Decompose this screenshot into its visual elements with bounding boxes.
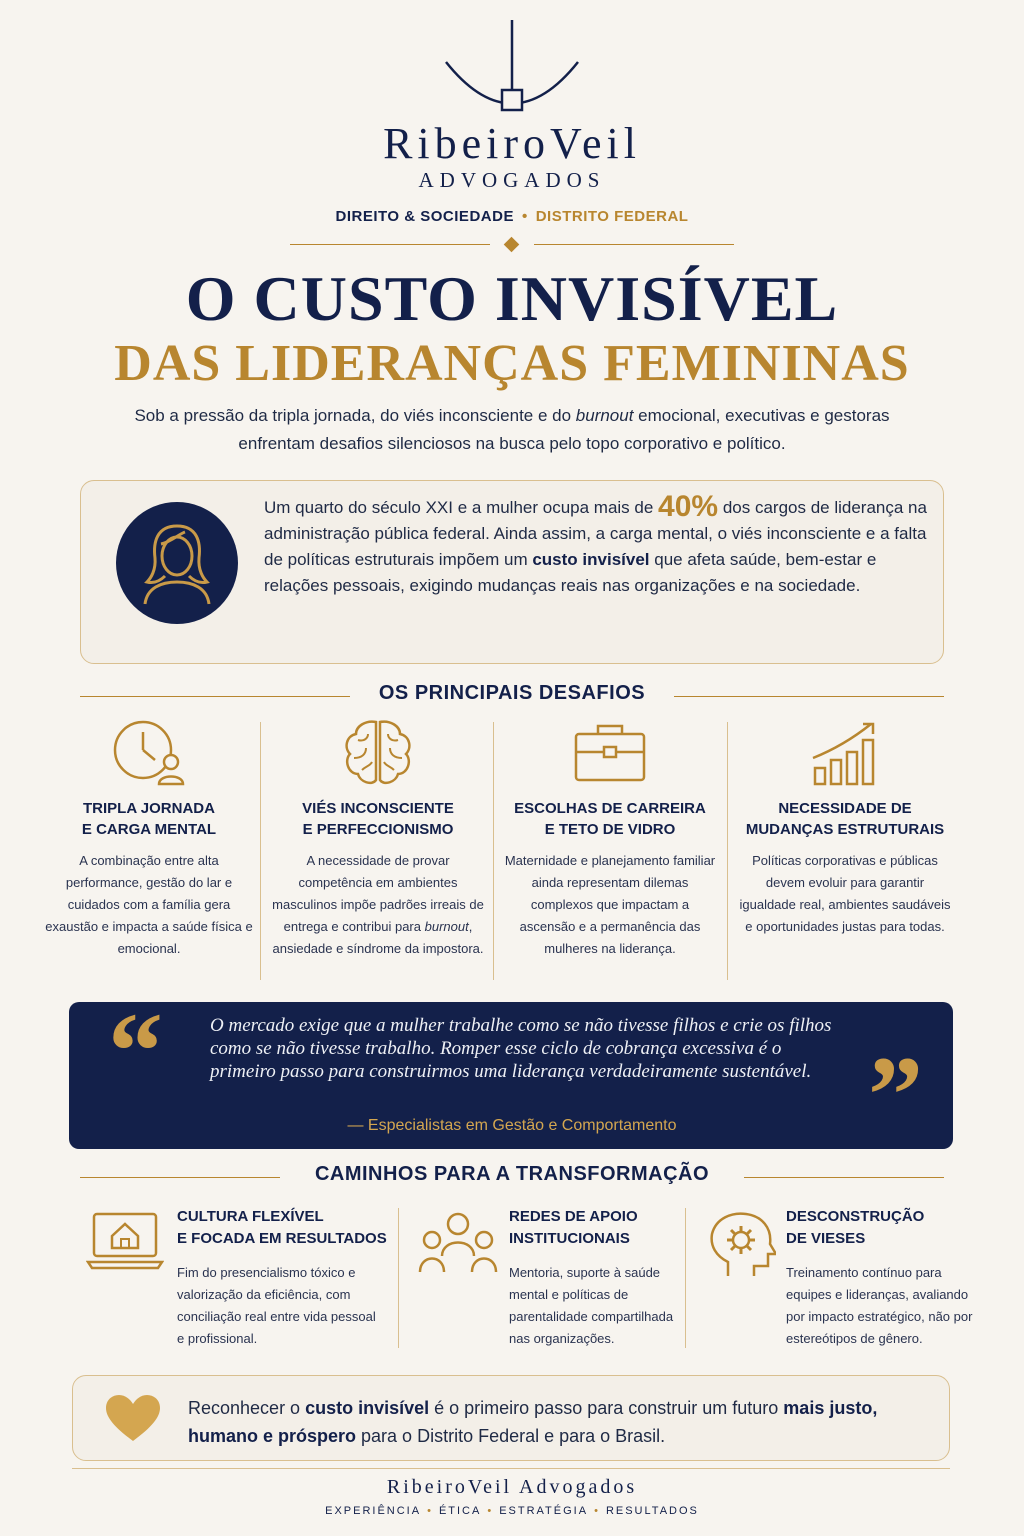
laptop-home-icon [86,1210,164,1274]
highlight-text: Um quarto do século XXI e a mulher ocupa mais de 40% dos cargos de liderança na administração pública federal. Ainda assim, a carga mental, o viés inconsciente e a falta de políticas estruturais impõem um custo invisível que afeta saúde, bem-estar e relações pessoais, exigindo mudanças reais nas organizações e na sociedade. [264,490,927,595]
highlight-percent: 40% [658,490,719,523]
path-title-1: CULTURA FLEXÍVEL E FOCADA EM RESULTADOS [177,1208,387,1247]
challenge-card [262,718,494,983]
logo-mark-icon [442,20,582,115]
brand-name: RibeiroVeil [383,119,641,168]
challenge-text-2: A necessidade de provar competência em ambientes masculinos impõe padrões irreais de entrega e contribui para burnout, ansiedade e síndrome da impostora. [272,853,484,956]
path-text-2: Mentoria, suporte à saúde mental e políticas de parentalidade compartilhada nas organizações. [509,1265,674,1346]
challenge-title-4: NECESSIDADE DE MUDANÇAS ESTRUTURAIS [745,800,945,838]
briefcase-icon [570,718,650,788]
tagline-right: DISTRITO FEDERAL [535,208,689,225]
footer-divider [72,1468,950,1469]
path-title-3: DESCONSTRUÇÃO DE VIESES [786,1208,925,1247]
challenge-card [729,718,961,983]
brain-icon [338,718,418,788]
paths-header: CAMINHOS PARA A TRANSFORMAÇÃO [80,1163,944,1193]
clock-person-icon [109,718,189,788]
path-text-1: Fim do presencialismo tóxico e valorização da eficiência, com conciliação real entre vida pessoal e profissional. [177,1265,376,1346]
footer-values: EXPERIÊNCIA • ÉTICA • ESTRATÉGIA • RESULTADOS [325,1505,699,1517]
diamond-icon [504,237,520,253]
intro-text: Sob a pressão da tripla jornada, do viés inconsciente e do burnout emocional, executivas e gestoras enfrentam desafios silenciosos na busca pelo topo corporativo e político. [134,406,890,453]
open-quote-icon: “ [108,990,163,1112]
growth-chart-icon [805,718,885,788]
path-card [706,1206,986,1356]
dot-separator-icon: • [521,208,528,225]
challenge-title-2: VIÉS INCONSCIENTE E PERFECCIONISMO [302,800,454,838]
path-card [418,1206,688,1356]
close-quote-icon: ” [868,1034,923,1156]
tagline [0,208,1024,225]
woman-icon [137,520,217,606]
quote-text: O mercado exige que a mulher trabalhe como se não tivesse filhos e crie os filhos como se não tivesse trabalho. Romper esse ciclo de cobrança excessiva é o primeiro passo para construirmos uma liderança verdadeiramente sustentável. [210,1015,832,1082]
avatar [116,502,238,624]
closing-text: Reconhecer o custo invisível é o primeiro passo para construir um futuro mais justo, humano e próspero para o Distrito Federal e para o Brasil. [188,1398,878,1446]
tagline-left: DIREITO & SOCIEDADE [335,208,514,225]
head-gear-icon [706,1210,776,1280]
quote-author: — Especialistas em Gestão e Comportamento [347,1117,677,1134]
path-title-2: REDES DE APOIO INSTITUCIONAIS [509,1208,638,1247]
page-title: O CUSTO INVISÍVEL [185,263,839,334]
path-card [86,1206,386,1356]
challenge-text-4: Políticas corporativas e públicas devem evoluir para garantir igualdade real, ambientes saudáveis e oportunidades justas para todas. [739,853,951,934]
challenge-text-1: A combinação entre alta performance, gestão do lar e cuidados com a família gera exaustão e impacta a saúde física e emocional. [45,853,253,956]
challenges-header: OS PRINCIPAIS DESAFIOS [80,682,944,712]
challenge-card [33,718,265,983]
challenge-text-3: Maternidade e planejamento familiar ainda representam dilemas complexos que impactam a ascensão e a permanência das mulheres na liderança. [504,853,716,956]
challenge-card [494,718,726,983]
brand-subtitle: ADVOGADOS [418,168,606,192]
challenge-title-1: TRIPLA JORNADA E CARGA MENTAL [81,800,217,838]
footer-brand: RibeiroVeil Advogados [386,1476,638,1498]
page-subtitle: DAS LIDERANÇAS FEMININAS [114,335,910,392]
heart-icon [106,1395,160,1443]
group-icon [418,1210,498,1276]
path-text-3: Treinamento contínuo para equipes e lideranças, avaliando por impacto estratégico, não por estereótipos de gênero. [786,1265,973,1346]
divider [290,244,734,246]
challenge-title-3: ESCOLHAS DE CARREIRA E TETO DE VIDRO [514,800,706,838]
